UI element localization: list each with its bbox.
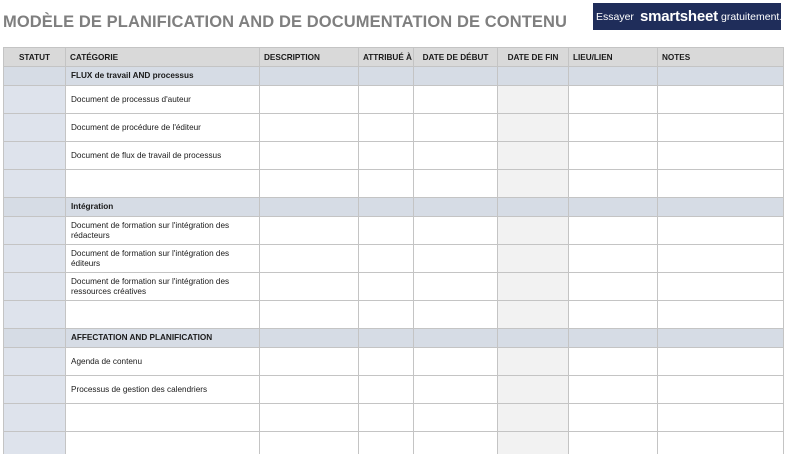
description-cell[interactable]	[260, 170, 359, 198]
description-cell[interactable]	[260, 114, 359, 142]
status-cell[interactable]	[4, 329, 66, 348]
table-row	[4, 432, 784, 454]
end-date-cell[interactable]	[498, 170, 569, 198]
assigned-cell[interactable]	[359, 142, 414, 170]
end-date-cell[interactable]	[498, 404, 569, 432]
section-cell	[260, 198, 359, 217]
section-cell	[414, 198, 498, 217]
start-date-cell[interactable]	[414, 217, 498, 245]
description-cell[interactable]	[260, 376, 359, 404]
location-link-cell[interactable]	[569, 273, 658, 301]
section-cell	[498, 329, 569, 348]
location-link-cell[interactable]	[569, 432, 658, 454]
location-link-cell[interactable]	[569, 114, 658, 142]
col-description: DESCRIPTION	[260, 48, 359, 67]
category-cell[interactable]: Document de formation sur l'intégration des rédacteurs	[66, 217, 260, 245]
category-cell[interactable]: Document de procédure de l'éditeur	[66, 114, 260, 142]
notes-cell[interactable]	[658, 348, 784, 376]
end-date-cell[interactable]	[498, 301, 569, 329]
category-cell[interactable]	[66, 432, 260, 454]
notes-cell[interactable]	[658, 114, 784, 142]
section-cell	[658, 329, 784, 348]
col-attribue: ATTRIBUÉ À	[359, 48, 414, 67]
end-date-cell[interactable]	[498, 142, 569, 170]
description-cell[interactable]	[260, 217, 359, 245]
section-cell	[569, 329, 658, 348]
section-cell	[260, 329, 359, 348]
status-cell[interactable]	[4, 376, 66, 404]
status-cell[interactable]	[4, 114, 66, 142]
notes-cell[interactable]	[658, 273, 784, 301]
description-cell[interactable]	[260, 432, 359, 454]
start-date-cell[interactable]	[414, 142, 498, 170]
location-link-cell[interactable]	[569, 404, 658, 432]
header-row	[4, 48, 784, 67]
location-link-cell[interactable]	[569, 301, 658, 329]
start-date-cell[interactable]	[414, 170, 498, 198]
end-date-cell[interactable]	[498, 348, 569, 376]
section-header-row	[4, 198, 784, 217]
start-date-cell[interactable]	[414, 86, 498, 114]
assigned-cell[interactable]	[359, 114, 414, 142]
status-cell[interactable]	[4, 301, 66, 329]
table-row	[4, 86, 784, 114]
start-date-cell[interactable]	[414, 301, 498, 329]
status-cell[interactable]	[4, 245, 66, 273]
section-cell	[658, 67, 784, 86]
start-date-cell[interactable]	[414, 404, 498, 432]
start-date-cell[interactable]	[414, 114, 498, 142]
assigned-cell[interactable]	[359, 86, 414, 114]
assigned-cell[interactable]	[359, 432, 414, 454]
section-cell	[498, 67, 569, 86]
end-date-cell[interactable]	[498, 217, 569, 245]
table-row	[4, 170, 784, 198]
category-cell[interactable]: Document de formation sur l'intégration des éditeurs	[66, 245, 260, 273]
section-header-row	[4, 329, 784, 348]
description-cell[interactable]	[260, 404, 359, 432]
status-cell[interactable]	[4, 348, 66, 376]
start-date-cell[interactable]	[414, 245, 498, 273]
table-row	[4, 142, 784, 170]
category-cell[interactable]: Document de processus d'auteur	[66, 86, 260, 114]
section-cell	[260, 67, 359, 86]
assigned-cell[interactable]	[359, 376, 414, 404]
section-cell	[359, 67, 414, 86]
start-date-cell[interactable]	[414, 348, 498, 376]
end-date-cell[interactable]	[498, 273, 569, 301]
col-statut: STATUT	[4, 48, 66, 67]
status-cell[interactable]	[4, 198, 66, 217]
location-link-cell[interactable]	[569, 142, 658, 170]
section-title: Intégration	[66, 198, 260, 217]
category-cell[interactable]: Document de formation sur l'intégration des ressources créatives	[66, 273, 260, 301]
category-cell[interactable]: Agenda de contenu	[66, 348, 260, 376]
banner-suffix: gratuitement.	[720, 10, 783, 23]
table-row	[4, 404, 784, 432]
status-cell[interactable]	[4, 67, 66, 86]
status-cell[interactable]	[4, 217, 66, 245]
location-link-cell[interactable]	[569, 86, 658, 114]
assigned-cell[interactable]	[359, 301, 414, 329]
section-cell	[359, 198, 414, 217]
category-cell[interactable]	[66, 404, 260, 432]
section-title: AFFECTATION AND PLANIFICATION	[66, 329, 260, 348]
status-cell[interactable]	[4, 142, 66, 170]
planning-table	[3, 47, 784, 454]
assigned-cell[interactable]	[359, 404, 414, 432]
page-title: MODÈLE DE PLANIFICATION AND DE DOCUMENTATION DE CONTENU	[3, 13, 568, 31]
end-date-cell[interactable]	[498, 432, 569, 454]
section-cell	[414, 329, 498, 348]
section-cell	[569, 67, 658, 86]
table-row	[4, 273, 784, 301]
notes-cell[interactable]	[658, 86, 784, 114]
description-cell[interactable]	[260, 301, 359, 329]
section-cell	[569, 198, 658, 217]
section-cell	[658, 198, 784, 217]
table-row	[4, 301, 784, 329]
table-row	[4, 114, 784, 142]
description-cell[interactable]	[260, 273, 359, 301]
col-date-debut: DATE DE DÉBUT	[414, 48, 498, 67]
description-cell[interactable]	[260, 142, 359, 170]
assigned-cell[interactable]	[359, 170, 414, 198]
location-link-cell[interactable]	[569, 376, 658, 404]
assigned-cell[interactable]	[359, 348, 414, 376]
col-date-fin: DATE DE FIN	[498, 48, 569, 67]
category-cell[interactable]	[66, 301, 260, 329]
table-row	[4, 376, 784, 404]
col-notes: NOTES	[658, 48, 784, 67]
end-date-cell[interactable]	[498, 376, 569, 404]
status-cell[interactable]	[4, 86, 66, 114]
assigned-cell[interactable]	[359, 273, 414, 301]
table-row	[4, 348, 784, 376]
col-lieu-lien: LIEU/LIEN	[569, 48, 658, 67]
category-cell[interactable]: Document de flux de travail de processus	[66, 142, 260, 170]
category-cell[interactable]: Processus de gestion des calendriers	[66, 376, 260, 404]
notes-cell[interactable]	[658, 432, 784, 454]
end-date-cell[interactable]	[498, 245, 569, 273]
status-cell[interactable]	[4, 432, 66, 454]
description-cell[interactable]	[260, 348, 359, 376]
description-cell[interactable]	[260, 86, 359, 114]
start-date-cell[interactable]	[414, 376, 498, 404]
end-date-cell[interactable]	[498, 114, 569, 142]
section-cell	[359, 329, 414, 348]
location-link-cell[interactable]	[569, 348, 658, 376]
col-categorie: CATÉGORIE	[66, 48, 260, 67]
start-date-cell[interactable]	[414, 432, 498, 454]
description-cell[interactable]	[260, 245, 359, 273]
notes-cell[interactable]	[658, 404, 784, 432]
section-header-row	[4, 67, 784, 86]
section-cell	[498, 198, 569, 217]
category-cell[interactable]	[66, 170, 260, 198]
notes-cell[interactable]	[658, 217, 784, 245]
assigned-cell[interactable]	[359, 245, 414, 273]
notes-cell[interactable]	[658, 142, 784, 170]
location-link-cell[interactable]	[569, 245, 658, 273]
notes-cell[interactable]	[658, 245, 784, 273]
assigned-cell[interactable]	[359, 217, 414, 245]
start-date-cell[interactable]	[414, 273, 498, 301]
section-cell	[414, 67, 498, 86]
status-cell[interactable]	[4, 404, 66, 432]
status-cell[interactable]	[4, 273, 66, 301]
location-link-cell[interactable]	[569, 170, 658, 198]
notes-cell[interactable]	[658, 170, 784, 198]
end-date-cell[interactable]	[498, 86, 569, 114]
status-cell[interactable]	[4, 170, 66, 198]
notes-cell[interactable]	[658, 376, 784, 404]
section-title: FLUX de travail AND processus	[66, 67, 260, 86]
location-link-cell[interactable]	[569, 217, 658, 245]
banner-brand: smartsheet	[639, 8, 718, 25]
notes-cell[interactable]	[658, 301, 784, 329]
banner-prefix: Essayer	[596, 10, 634, 23]
table-row	[4, 217, 784, 245]
table-row	[4, 245, 784, 273]
smartsheet-trial-banner[interactable]	[593, 3, 781, 30]
